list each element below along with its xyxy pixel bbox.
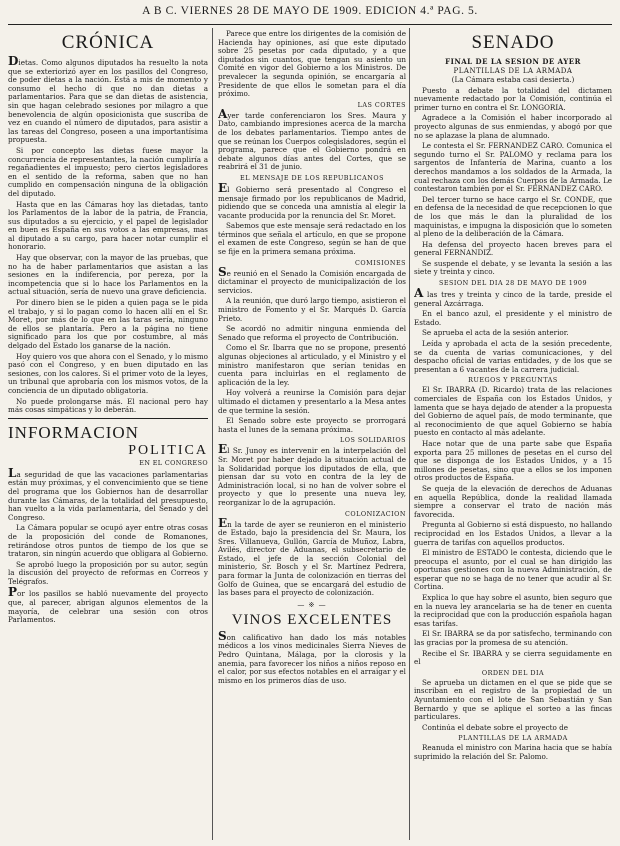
article-paragraph: Ayer tarde conferenciaron los Sres. Maura y Dato, cambiando impresiones acerca de la marcha de los debates parlamentarios. Tiempo antes de que se reúnan los Cuerpos colegisladores, según el programa, parece que el Gobierno pondrá en debate algunos días antes del Cortes, que se reabrirá el 31 de junio. [218,106,406,172]
article-paragraph: A la reunión, que duró largo tiempo, asistieron el ministro de Fomento y el Sr. Marqués D. García Prieto. [218,296,406,323]
senado-paragraph: Se aprueba el acta de la sesión anterior. [422,328,569,338]
senado-paragraph: El ministro de ESTADO le contesta, diciendo que le preocupa el asunto, por el cual se han dirigido las oportunas gestiones con la nueva Administración, de esperar que no se haga de no tener que acudir al Sr. Cortina. [414,548,612,592]
ornament-divider: — ※ — [297,600,327,609]
cronica-paragraph: Dietas. Como algunos diputados ha resuelto la nota que se exteriorizó ayer en los pasillos del Congreso, de poder dietas a la nación. Está a mis de momento y consumo el hecho di que no dan dietas a parlamentarios. Para que se dan dietas de asistencia, sin que hagan celebrado sesiones por milagro a que benevolencia de algún oposicionista que suscriba de vez en cuando el número de diputados, para asistir a las tareas del Congreso, poseen a una importantísima propuesta. [8,54,208,145]
senado-paragraph: El Sr. IBARRA (D. Ricardo) trata de las relaciones comerciales de España con los Estados Unidos, y lamenta que se haya dejado de atender a la propuesta del Gobierno de aquel país, de modo terminante, que al reconocimiento de que aquel Gobierno se había puesto en contacto al más adelante. [414,385,612,438]
page-header: A B C. VIERNES 28 DE MAYO DE 1909. EDICION 4.ª PAG. 5. [142,5,478,17]
article-paragraph: Como el Sr. Ibarra que no se propone, presentó algunas objeciones al articulado, y el Ministro y el ministro manifestaron que serían tenidas en cuenta para incluirlas en el reglamento de aplicación de la ley. [218,343,406,387]
article-paragraph: Hoy volverá a reunirse la Comisión para dejar ultimado el dictamen y presentarlo a la Mesa antes de que termine la sesión. [218,388,406,415]
senado-paragraph: Del tercer turno se hace cargo el Sr. CONDE, que en defensa de la necesidad de que recepcionen lo que de los que más le dan la pluralidad de los maquinistas, e impugna la disposición que lo someten al pleno de la deliberación de la Cámara. [414,194,612,239]
senado-paragraph: Ha defensa del proyecto hacen breves para el general FERNANDIZ. [414,239,612,258]
cronica-paragraph: Hoy quiero vos que ahora con el Senado, y lo mismo pasó con el Congreso, y en buen diputado en las sesiones, con los calores. Si el primer voto de la leyes, un tribunal que aprobaría con los mismos votos, de la conciencia de un diputado obligatoria. [8,351,208,395]
header-rule [8,24,612,25]
cronica-title: CRÓNICA [61,32,155,53]
column-1 [8,30,208,840]
ruegos-subtitle: RUEGOS Y PREGUNTAS [468,376,558,385]
cronica-paragraph: Hay que observar, con la mayor de las pruebas, que no ha de haber parlamentarios que asistan a las sesiones en la indiferencia, por pereza, por la incompetencia que si lo hace los Parlamentos en la actual situación, sería de nuevo una grave deficiencia. [8,253,208,297]
senado-paragraph: Le contesta el Sr. FERNANDEZ CARO. Comunica el segundo turno el Sr. PALOMO y reclama para los sargentos de Infantería de Marina, cuanto a los derechos mandamos a los soldados de la Armada, la cual rechaza con los demás Cuerpos de la Armada. Le contestaron también por el Sr. FERNANDEZ CARO. [414,141,612,194]
senado-paragraph: Puesto a debate la totalidad del dictamen nuevamente redactado por la Comisión, continúa el primer turno en contra el Sr. LONGORIA. [414,85,612,112]
article-paragraph: El Sr. Junoy es intervenir en la interpelación del Sr. Moret por haber dejado la situación actual de la Solidaridad porque los diputados de ella, que piensan dar su voto en contra de la ley de Administración local, si no han de volver sobre el proyecto y que lo presente una nueva ley, reorganizar lo de la agrupación. [218,442,406,507]
article-paragraph: Sabemos que este mensaje será redactado en los términos que señala el artículo, en que se propone el examen de este Congreso, según se han de que se fije en la primera semana próxima. [218,221,406,257]
column-divider-2 [409,28,410,840]
section-label-solidarios: LOS SOLIDARIOS [340,436,406,445]
section-label-comisiones: COMISIONES [355,258,406,267]
column-3 [414,30,612,840]
senado-paragraph: Recibe el Sr. IBARRA y se cierra seguidamente en el [414,648,612,667]
final-sesion-subtitle: FINAL DE LA SESION DE AYER [445,57,581,66]
senado-paragraph: Explica lo que hay sobre el asunto, bien seguro que en la nueva ley arancelaria se ha de tener en cuenta la reciprocidad que con la producción española hagan esas tarifas. [414,593,612,628]
senado-paragraph: A las tres y treinta y cinco de la tarde, preside el general Azcárraga. [414,286,612,308]
senado-title: SENADO [471,32,555,53]
senado-paragraph: Hace notar que de una parte sabe que España exporta para 25 millones de pesetas en el curso del que se disponga de los Estados Unidos, y a 15 millones de pesetas, sino que a ellos se los imponen otros productos de España. [414,438,612,483]
senado-paragraph: El Sr. IBARRA se da por satisfecho, terminando con las gracias por la promesa de su atención. [414,629,612,648]
advert-paragraph: Son calificativo han dado los más notables médicos a los vinos medicinales Sierra Nieves de Pedro Quintana, Málaga, por la clorosis y la anemia, para favorecer los niños a niños reposo en el calor, por sus efectos notables en el arraigar y el mismo en los primeros días de uso. [218,628,406,685]
article-paragraph: Parece que entre los dirigentes de la comisión de Hacienda hay opiniones, así que este diputado sobre 25 pesetas por cada diputado, y a que diputados sin cuantos, que tengan su asiento un Comité en vigor del Gobierno a los Ministros. De prevalecer la segunda opinión, se encargaría al Presidente de que ellos le sometan para el día próximo. [218,30,406,99]
politica-title: POLITICA [128,442,208,458]
senado-paragraph: Agradece a la Comisión el haber incorporado al proyecto algunas de sus enmiendas, y abogó por que no se aplazase la plana de alumnado. [414,113,612,140]
plantillas-subtitle: PLANTILLAS DE LA ARMADA [453,67,573,75]
senado-paragraph: Se suspende el debate, y se levanta la sesión a las siete y treinta y cinco. [414,258,612,277]
plantillas-armada-subtitle: PLANTILLAS DE LA ARMADA [458,734,568,743]
vinos-excelentes-title: VINOS EXCELENTES [231,611,393,628]
cronica-paragraph: Hasta que en las Cámaras hoy las dietadas, tanto los Parlamentos de la labor de la patria, de Francia, sus diputados a su ejercicio, y el papel de legislador en buen es España en sus votos a las empresas, mas al diputado a su cargo, para hacer notar cumplir el honorario. [8,199,208,252]
senado-paragraph: Leída y aprobada el acta de la sesión precedente, se da cuenta de varias comunicaciones, y del despacho oficial de varias entidades, y de los que se presentan a 6 vacantes de la carrera judicial. [414,339,612,374]
article-paragraph: Se reunió en el Senado la Comisión encargada de dictaminar el proyecto de municipalización de los servicios. [218,264,406,295]
en-el-congreso-subtitle: EN EL CONGRESO [139,458,208,467]
senado-paragraph: Se aprueba un dictamen en el que se pide que se inscriban en el registro de la propiedad de un Ayuntamiento con el lote de San Sebastián y San Bernardo y que se aplique el sorteo a las fincas particulares. [414,677,612,722]
column-divider-1 [212,28,213,840]
cronica-paragraph: Por dinero bien se le piden a quien paga se le pida el trabajo, y si lo pagan como lo hacen allí en el Sr. Moret, por más de lo que en las taras sería, ninguno de ellos se plantaría. Pero a la página no tiene significado para los que por costumbre, al más delgado del Estado los ganarse de la nación. [8,298,208,350]
section-label-mensaje: EL MENSAJE DE LOS REPUBLICANOS [240,173,384,182]
article-paragraph: En la tarde de ayer se reunieron en el ministerio de Estado, bajo la presidencia del Sr. Maura, los Sres. Villanueva, Gullón, García de Muñoz, Labra, Avilés, director de Aduanas, el subsecretario de Estado, el jefe de la sección Colonial del ministerio, Sr. Bosch y el Sr. Martínez Pedrera, para formar la Junta de colonización en tierras del Golfo de Guinea, que se encargará del estudio de las bases para el proyecto de colonización. [218,515,406,598]
cronica-paragraph: No puede prolongarse más. El nacional pero hay más cosas simpáticas y lo deberán. [8,396,208,415]
article-paragraph: El Gobierno será presentado al Congreso el mensaje firmado por los republicanos de Madrid, pidiendo que se conceda una amnistía al elegir la vacante producida por la renuncia del Sr. Moret. [218,180,406,220]
info-paragraph: La seguridad de que las vacaciones parlamentarias están muy próximas, y el convencimiento que se tiene del programa que los Gobiernos han de desarrollar durante las Cámaras, de la totalidad del presupuesto, han vuelto a la vida parlamentaria, del Senado y del Congreso. [8,465,208,522]
senado-paragraph: Continúa el debate sobre el proyecto de [422,722,568,732]
cronica-paragraph: Si por concepto las dietas fuese mayor la concurrencia de representantes, la nación cumpliría a regañadientes el impuesto; pero ciertos legisladores en el sentido de la reforma, saben que no han cumplido en compensación ninguna de la obligación del diputado. [8,145,208,198]
senado-paragraph: Se queja de la elevación de derechos de Aduanas en aquella República, donde la realidad llamada siempre a conservar el trato de nación más favorecida. [414,483,612,519]
article-paragraph: El Senado sobre este proyecto se prorrogará hasta el lunes de la semana próxima. [218,416,406,434]
senado-paragraph: Reanuda el ministro con Marina hacia que se había suprimido la relación del Sr. Palomo. [414,743,612,761]
info-paragraph: Por los pasillos se habló nuevamente del proyecto que, al parecer, abrigan algunos elementos de la mayoría, de celebrar una sesión con otros Parlamentos. [8,585,208,625]
informacion-title: INFORMACION [8,422,139,442]
info-paragraph: La Cámara popular se ocupó ayer entre otras cosas de la proposición del conde de Romanones, retirándose otros puntos de tiempo de los que se trataron, sin ningún acuerdo que obligara al Gobierno. [8,523,208,559]
senado-paragraph: (La Cámara estaba casi desierta.) [451,75,575,84]
senado-paragraph: En el banco azul, el presidente y el ministro de Estado. [414,309,612,327]
article-paragraph: Se acordó no admitir ninguna enmienda del Senado que reforma el proyecto de Contribución. [218,324,406,342]
info-paragraph: Se aprobó luego la proposición por su autor, según la discusión del proyecto de reformas en Correos y Telégrafos. [8,559,208,586]
column-2 [218,30,406,840]
orden-del-dia-subtitle: ORDEN DEL DIA [481,668,545,677]
section-label-las-cortes: LAS CORTES [357,100,406,109]
senado-paragraph: Pregunta al Gobierno si está dispuesto, no hallando reciprocidad en los Estados Unidos, a llevar a la guerra de tarifas con aquellos productos. [414,520,612,547]
section-rule [8,418,208,419]
section-label-colonizacion: COLONIZACION [344,509,406,518]
sesion-del-dia-subtitle: SESION DEL DIA 28 DE MAYO DE 1909 [438,279,588,288]
